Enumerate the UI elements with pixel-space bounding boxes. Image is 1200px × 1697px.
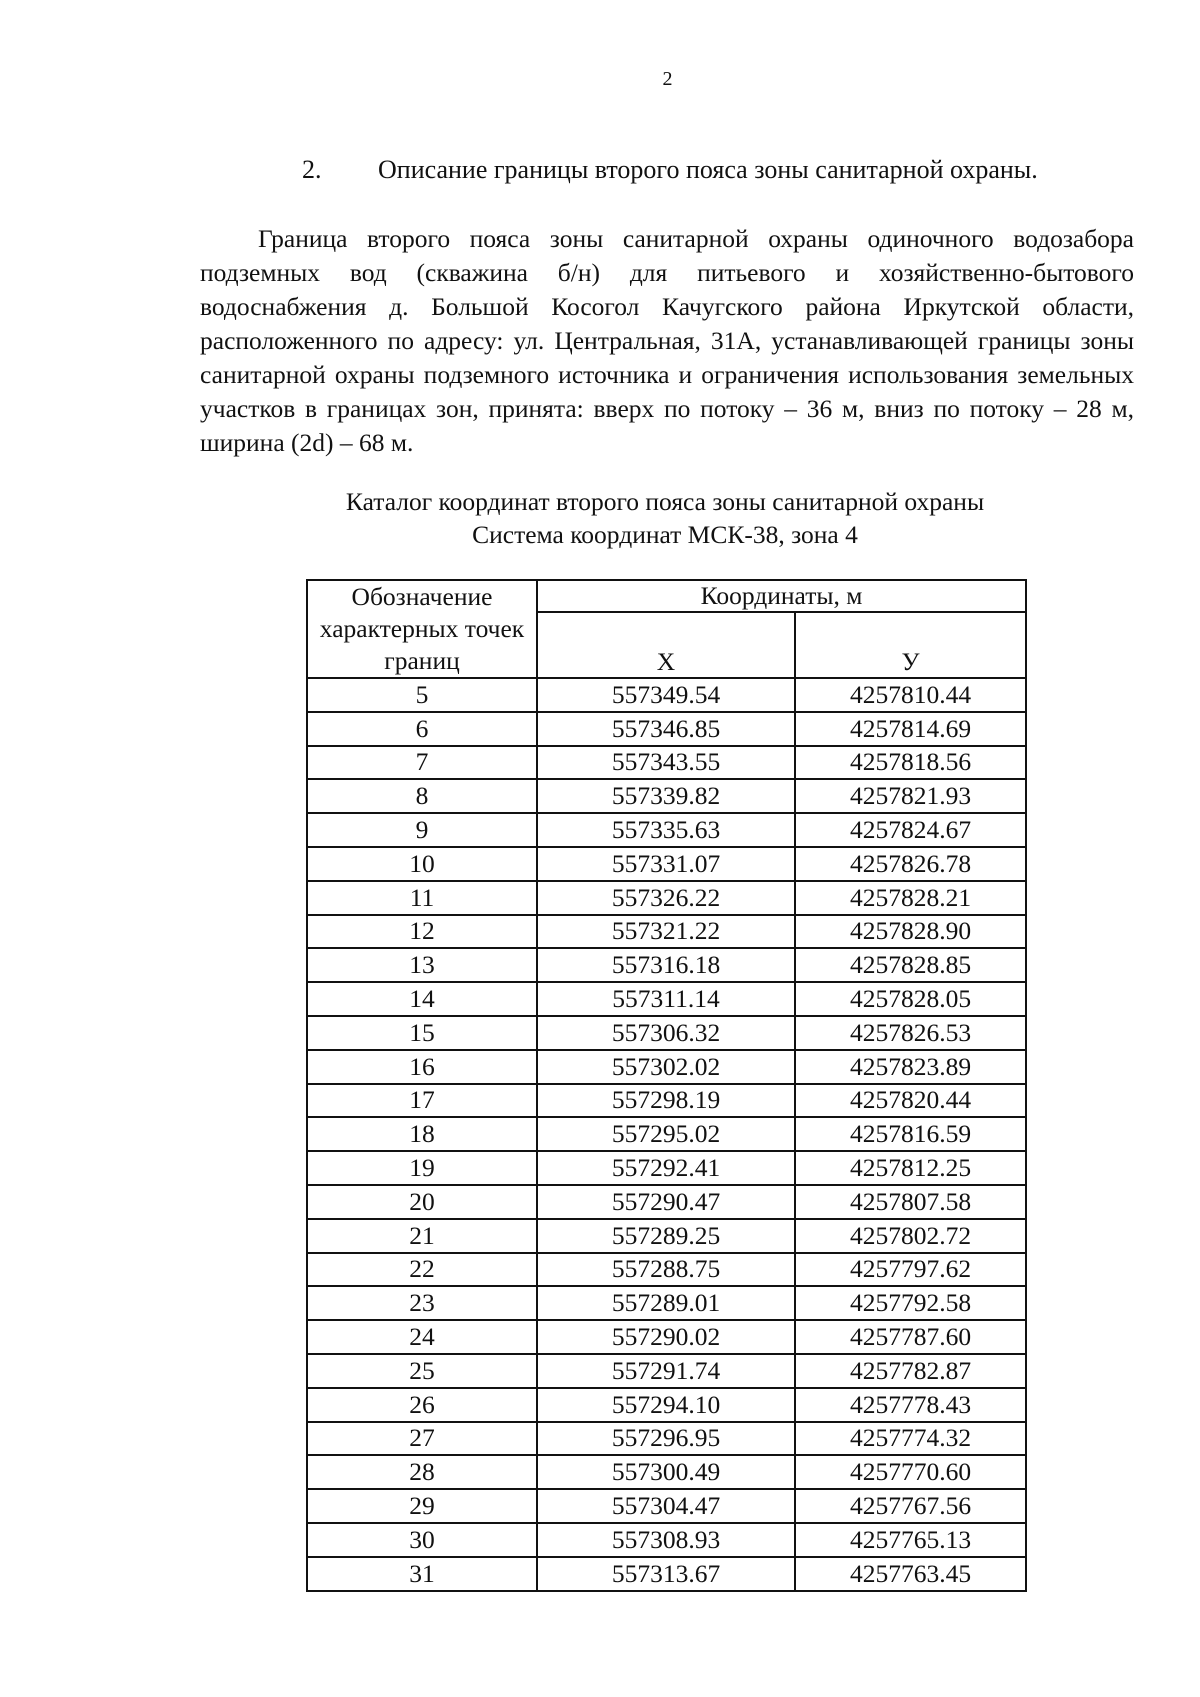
cell-point: 31 bbox=[307, 1557, 537, 1591]
table-row bbox=[307, 1557, 1026, 1591]
header-y: У bbox=[795, 612, 1026, 678]
cell-y: 4257792.58 bbox=[795, 1286, 1026, 1320]
cell-point: 19 bbox=[307, 1151, 537, 1185]
cell-point: 23 bbox=[307, 1286, 537, 1320]
cell-point: 20 bbox=[307, 1185, 537, 1219]
cell-x: 557290.47 bbox=[537, 1185, 795, 1219]
cell-x: 557339.82 bbox=[537, 779, 795, 813]
table-row bbox=[307, 915, 1026, 949]
caption-line-2: Система координат МСК-38, зона 4 bbox=[472, 520, 858, 549]
cell-y: 4257823.89 bbox=[795, 1050, 1026, 1084]
cell-x: 557306.32 bbox=[537, 1016, 795, 1050]
cell-y: 4257828.90 bbox=[795, 915, 1026, 949]
table-row bbox=[307, 1286, 1026, 1320]
table-row bbox=[307, 1422, 1026, 1456]
cell-point: 11 bbox=[307, 881, 537, 915]
table-row bbox=[307, 881, 1026, 915]
cell-x: 557316.18 bbox=[537, 948, 795, 982]
cell-point: 14 bbox=[307, 982, 537, 1016]
cell-y: 4257787.60 bbox=[795, 1320, 1026, 1354]
table-row bbox=[307, 948, 1026, 982]
cell-point: 10 bbox=[307, 847, 537, 881]
table-row bbox=[307, 1117, 1026, 1151]
caption-line-1: Каталог координат второго пояса зоны санитарной охраны bbox=[345, 487, 985, 516]
cell-y: 4257826.53 bbox=[795, 1016, 1026, 1050]
cell-y: 4257828.85 bbox=[795, 948, 1026, 982]
cell-x: 557292.41 bbox=[537, 1151, 795, 1185]
cell-point: 5 bbox=[307, 678, 537, 712]
cell-y: 4257782.87 bbox=[795, 1354, 1026, 1388]
table-row bbox=[307, 1185, 1026, 1219]
table-row bbox=[307, 1354, 1026, 1388]
cell-y: 4257797.62 bbox=[795, 1253, 1026, 1287]
cell-point: 24 bbox=[307, 1320, 537, 1354]
cell-point: 17 bbox=[307, 1084, 537, 1118]
table-row bbox=[307, 813, 1026, 847]
cell-x: 557331.07 bbox=[537, 847, 795, 881]
cell-x: 557304.47 bbox=[537, 1489, 795, 1523]
page-number: 2 bbox=[662, 68, 673, 90]
cell-point: 13 bbox=[307, 948, 537, 982]
table-row bbox=[307, 1455, 1026, 1489]
cell-point: 7 bbox=[307, 746, 537, 780]
cell-y: 4257812.25 bbox=[795, 1151, 1026, 1185]
cell-x: 557295.02 bbox=[537, 1117, 795, 1151]
cell-x: 557308.93 bbox=[537, 1523, 795, 1557]
header-coords: Координаты, м bbox=[537, 580, 1026, 612]
table-row bbox=[307, 678, 1026, 712]
cell-x: 557343.55 bbox=[537, 746, 795, 780]
cell-y: 4257816.59 bbox=[795, 1117, 1026, 1151]
cell-point: 29 bbox=[307, 1489, 537, 1523]
cell-y: 4257826.78 bbox=[795, 847, 1026, 881]
cell-point: 12 bbox=[307, 915, 537, 949]
cell-point: 9 bbox=[307, 813, 537, 847]
cell-y: 4257774.32 bbox=[795, 1422, 1026, 1456]
section-number: 2. bbox=[302, 155, 322, 184]
cell-x: 557311.14 bbox=[537, 982, 795, 1016]
cell-point: 16 bbox=[307, 1050, 537, 1084]
table-row bbox=[307, 746, 1026, 780]
table-caption bbox=[200, 485, 1130, 551]
cell-point: 25 bbox=[307, 1354, 537, 1388]
cell-x: 557298.19 bbox=[537, 1084, 795, 1118]
cell-x: 557302.02 bbox=[537, 1050, 795, 1084]
table-row bbox=[307, 1388, 1026, 1422]
table-row bbox=[307, 1016, 1026, 1050]
section-title: Описание границы второго пояса зоны санитарной охраны. bbox=[378, 155, 1038, 184]
cell-x: 557289.25 bbox=[537, 1219, 795, 1253]
cell-x: 557313.67 bbox=[537, 1557, 795, 1591]
cell-x: 557296.95 bbox=[537, 1422, 795, 1456]
table-row bbox=[307, 1219, 1026, 1253]
cell-x: 557349.54 bbox=[537, 678, 795, 712]
cell-y: 4257765.13 bbox=[795, 1523, 1026, 1557]
cell-point: 15 bbox=[307, 1016, 537, 1050]
cell-point: 6 bbox=[307, 712, 537, 746]
cell-y: 4257824.67 bbox=[795, 813, 1026, 847]
cell-x: 557321.22 bbox=[537, 915, 795, 949]
cell-point: 27 bbox=[307, 1422, 537, 1456]
table-row bbox=[307, 1253, 1026, 1287]
cell-point: 26 bbox=[307, 1388, 537, 1422]
cell-point: 8 bbox=[307, 779, 537, 813]
table-row bbox=[307, 1320, 1026, 1354]
cell-y: 4257767.56 bbox=[795, 1489, 1026, 1523]
cell-x: 557300.49 bbox=[537, 1455, 795, 1489]
body-paragraph: Граница второго пояса зоны санитарной охраны одиночного водозабора подземных вод (скважина б/н) для питьевого и хозяйственно-бытового водоснабжения д. Большой Косогол Качугского района Иркутской области, расположенного по адресу: ул. Центральная, 31А, устанавливающей границы зоны санитарной охраны подземного источника и ограничения использования земельных участков в границах зон, принята: вверх по потоку – 36 м, вниз по потоку – 28 м, ширина (2d) – 68 м. bbox=[200, 224, 1134, 457]
cell-y: 4257828.21 bbox=[795, 881, 1026, 915]
cell-x: 557288.75 bbox=[537, 1253, 795, 1287]
cell-point: 30 bbox=[307, 1523, 537, 1557]
cell-x: 557290.02 bbox=[537, 1320, 795, 1354]
cell-point: 28 bbox=[307, 1455, 537, 1489]
cell-y: 4257763.45 bbox=[795, 1557, 1026, 1591]
cell-x: 557291.74 bbox=[537, 1354, 795, 1388]
cell-x: 557346.85 bbox=[537, 712, 795, 746]
header-point: Обозначение характерных точек границ bbox=[307, 580, 537, 678]
section-heading bbox=[302, 155, 1038, 185]
cell-y: 4257778.43 bbox=[795, 1388, 1026, 1422]
table-row bbox=[307, 1523, 1026, 1557]
cell-y: 4257820.44 bbox=[795, 1084, 1026, 1118]
table-row bbox=[307, 1084, 1026, 1118]
header-x: X bbox=[537, 612, 795, 678]
cell-y: 4257802.72 bbox=[795, 1219, 1026, 1253]
coordinates-table bbox=[306, 579, 1027, 1592]
table-row bbox=[307, 982, 1026, 1016]
cell-x: 557289.01 bbox=[537, 1286, 795, 1320]
cell-x: 557294.10 bbox=[537, 1388, 795, 1422]
table-row bbox=[307, 1050, 1026, 1084]
table-row bbox=[307, 779, 1026, 813]
table-row bbox=[307, 847, 1026, 881]
cell-y: 4257828.05 bbox=[795, 982, 1026, 1016]
cell-x: 557335.63 bbox=[537, 813, 795, 847]
cell-point: 22 bbox=[307, 1253, 537, 1287]
cell-point: 21 bbox=[307, 1219, 537, 1253]
cell-y: 4257770.60 bbox=[795, 1455, 1026, 1489]
cell-point: 18 bbox=[307, 1117, 537, 1151]
cell-y: 4257807.58 bbox=[795, 1185, 1026, 1219]
table-row bbox=[307, 712, 1026, 746]
cell-y: 4257821.93 bbox=[795, 779, 1026, 813]
table-row bbox=[307, 1151, 1026, 1185]
cell-y: 4257818.56 bbox=[795, 746, 1026, 780]
cell-y: 4257814.69 bbox=[795, 712, 1026, 746]
table-row bbox=[307, 1489, 1026, 1523]
cell-y: 4257810.44 bbox=[795, 678, 1026, 712]
cell-x: 557326.22 bbox=[537, 881, 795, 915]
